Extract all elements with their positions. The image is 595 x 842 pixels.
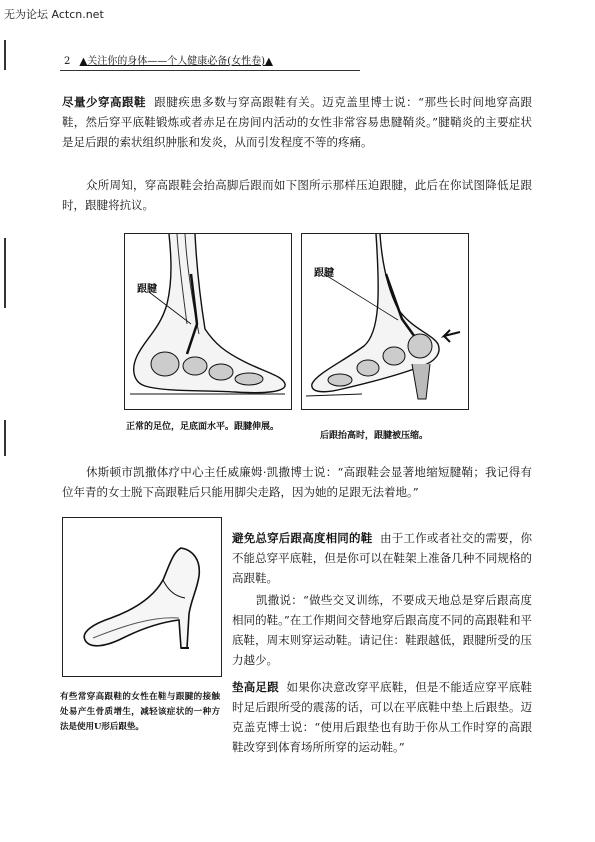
- paragraph-body: 如果你决意改穿平底鞋，但是不能适应穿平底鞋时足后跟所受的震荡的话，可以在平底鞋中垫上后跟垫。迈克盖克博士说：“使用后跟垫也有助于你从工作时穿的高跟鞋改穿到体育场所所穿的运动鞋。”: [232, 680, 533, 754]
- paragraph-heel-pad: [232, 677, 532, 757]
- paragraph-lead: 避免总穿后跟高度相同的鞋: [232, 531, 373, 545]
- normal-foot-illustration: [125, 234, 291, 409]
- paragraph-kaiser: 休斯顿市凯撒体疗中心主任威廉姆·凯撒博士说：“高跟鞋会显著地缩短腱鞘；我记得有位年青的女士脱下高跟鞋后只能用脚尖走路，因为她的足跟无法着地。”: [62, 465, 532, 499]
- figure-high-heel-shoe: [62, 517, 222, 677]
- paragraph-lead: 尽量少穿高跟鞋: [62, 95, 146, 109]
- figure-raised-heel: [301, 233, 469, 410]
- tendon-label-right: 跟腱: [314, 268, 334, 279]
- raised-heel-illustration: [302, 234, 468, 409]
- running-header: [64, 52, 273, 67]
- running-title: ▲关注你的身体——个人健康必备(女性卷)▲: [79, 56, 273, 67]
- scan-edge-mark: [4, 238, 6, 308]
- paragraph-pressure: 众所周知，穿高跟鞋会抬高脚后跟而如下图所示那样压迫跟腱，此后在你试图降低足跟时，跟腱将抗议。: [62, 178, 532, 212]
- scan-edge-mark: [4, 40, 6, 70]
- scan-edge-mark: [4, 420, 6, 456]
- paragraph-cross-training: 凯撒说：“做些交叉训练，不要成天地总是穿后跟高度相同的鞋。”在工作期间交替地穿后跟高度不同的高跟鞋和平底鞋，周末则穿运动鞋。请记住：鞋跟越低，跟腱所受的压力越少。: [232, 593, 532, 667]
- paragraph-heels: [62, 92, 532, 152]
- page-number: 2: [64, 56, 71, 67]
- header-rule: [60, 70, 360, 71]
- figure-normal-foot: [124, 233, 292, 410]
- paragraph-vary-heels: [232, 528, 532, 588]
- tendon-label-left: 跟腱: [137, 284, 157, 295]
- caption-normal-foot: 正常的足位，足底面水平。跟腱伸展。: [126, 422, 280, 432]
- paragraph-body: 跟腱疾患多数与穿高跟鞋有关。迈克盖里博士说：“那些长时间地穿高跟鞋，然后穿平底鞋锻炼或者赤足在房间内活动的女性非常容易患腱鞘炎。”腱鞘炎的主要症状是足后跟的索状组织肿胀和发炎，从而引发程度不等的疼痛。: [62, 95, 532, 149]
- paragraph-lead: 垫高足跟: [232, 680, 279, 694]
- paragraph-body: 由于工作或者社交的需要，你不能总穿平底鞋，但是你可以在鞋架上准备几种不同规格的高跟鞋。: [232, 531, 533, 585]
- caption-shoe: 有些常穿高跟鞋的女性在鞋与跟腱的接触处易产生骨质增生，减轻该症状的一种方法是使用U形后跟垫。: [60, 692, 220, 732]
- high-heel-shoe-illustration: [63, 518, 221, 676]
- caption-raised-heel: 后跟抬高时，跟腱被压缩。: [320, 431, 429, 441]
- site-watermark: 无为论坛 Actcn.net: [4, 8, 104, 21]
